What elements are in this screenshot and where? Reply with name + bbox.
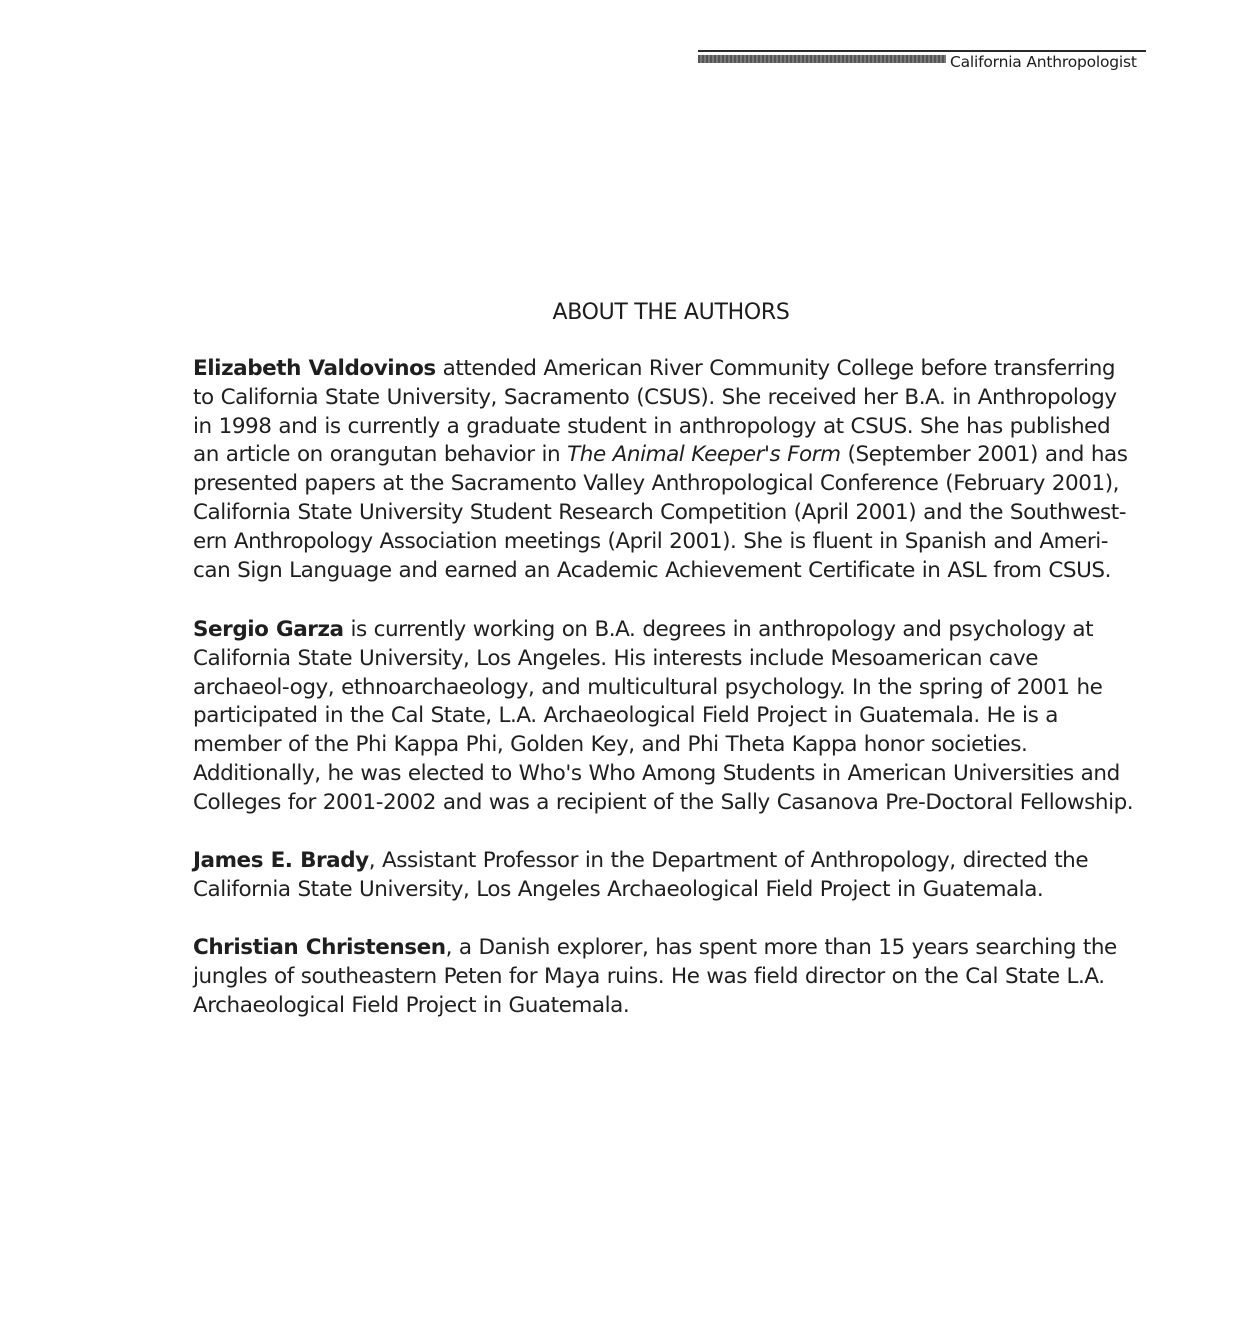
publication-title: The Animal Keeper's Form: [567, 442, 841, 468]
author-bio-christensen: [193, 934, 1137, 1020]
author-bio-text: , Assistant Professor in the Department of Anthropology, directed the California State University, Los Angeles Archaeological Field Project in Guatemala.: [193, 848, 1089, 902]
running-header: [698, 50, 1146, 74]
header-rule: [698, 50, 1146, 52]
author-bio-brady: [193, 847, 1137, 905]
author-name: Sergio Garza: [193, 617, 344, 642]
author-bio-paragraph: [193, 355, 1137, 585]
author-bio-paragraph: [193, 934, 1137, 1020]
author-bio-garza: [193, 616, 1137, 818]
author-name: James E. Brady: [193, 848, 369, 873]
author-name: Christian Christensen: [193, 935, 446, 960]
page-title: ABOUT THE AUTHORS: [552, 300, 790, 325]
author-bio-text: (September 2001) and has presented papers at the Sacramento Valley Anthropological Conference (February 2001), California State University Student Research Competition (April 2001) and the Southwest-ern Anthropology Association meetings (April 2001). She is fluent in Spanish and Ameri-can Sign Language and earned an Academic Achievement Certificate in ASL from CSUS.: [193, 442, 1128, 583]
author-bio-text: , a Danish explorer, has spent more than 15 years searching the jungles of southeastern Peten for Maya ruins. He was field director on the Cal State L.A. Archaeological Field Project in Guatemala.: [193, 935, 1117, 1018]
author-name: Elizabeth Valdovinos: [193, 356, 436, 381]
journal-title: California Anthropologist: [950, 53, 1137, 71]
author-bio-valdovinos: [193, 355, 1137, 585]
author-bio-paragraph: [193, 847, 1137, 905]
header-decorative-bar: [698, 55, 946, 63]
author-bio-paragraph: [193, 616, 1137, 818]
author-bio-text: is currently working on B.A. degrees in anthropology and psychology at California State University, Los Angeles. His interests include Mesoamerican cave archaeol-ogy, ethnoarchaeology, and multicultural psychology. In the spring of 2001 he participated in the Cal State, L.A. Archaeological Field Project in Guatemala. He is a member of the Phi Kappa Phi, Golden Key, and Phi Theta Kappa honor societies. Additionally, he was elected to Who's Who Among Students in American Universities and Colleges for 2001-2002 and was a recipient of the Sally Casanova Pre-Doctoral Fellowship.: [193, 617, 1134, 815]
author-bio-text: attended American River Community College before transferring to California State University, Sacramento (CSUS). She received her B.A. in Anthropology in 1998 and is currently a graduate student in anthropology at CSUS. She has published an article on orangutan behavior in: [193, 356, 1117, 468]
